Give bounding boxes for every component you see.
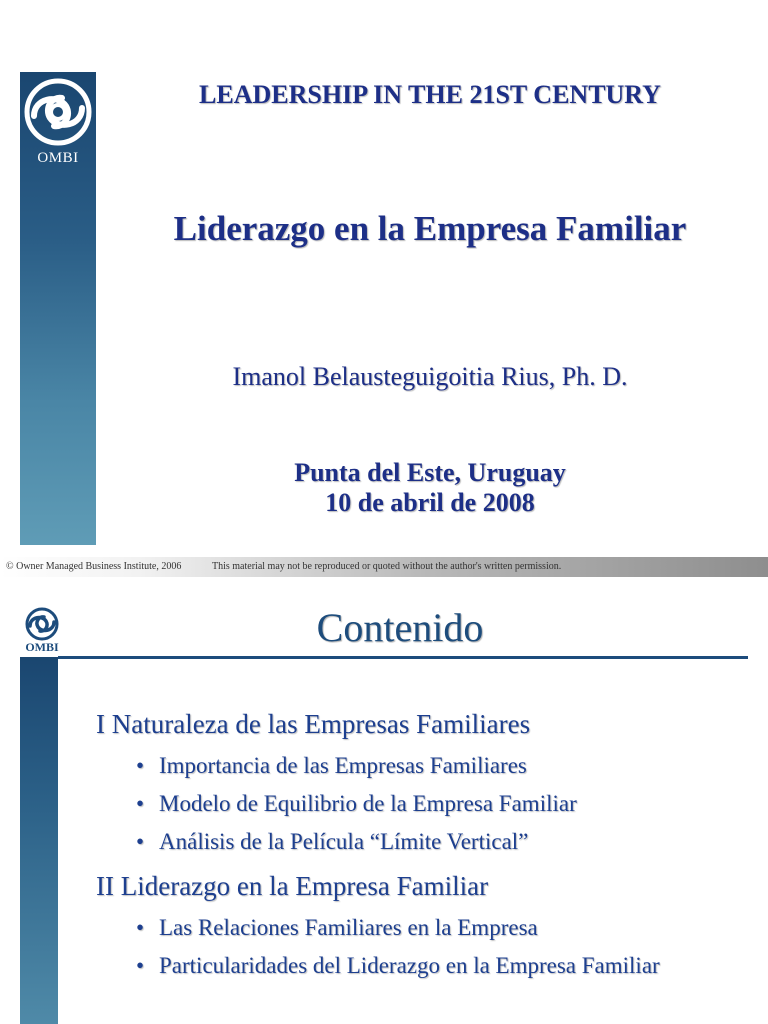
section-1 bbox=[96, 708, 696, 854]
list-item-text: Análisis de la Película “Límite Vertical” bbox=[159, 829, 529, 854]
event-location: Punta del Este, Uruguay bbox=[294, 458, 566, 487]
bullet-icon: • bbox=[136, 791, 145, 816]
section-2 bbox=[96, 870, 696, 978]
event-info bbox=[100, 458, 760, 518]
list-item bbox=[96, 915, 696, 940]
list-item bbox=[96, 753, 696, 778]
bullet-icon: • bbox=[136, 753, 145, 778]
slide-footer bbox=[0, 557, 768, 577]
copyright-notice: © Owner Managed Business Institute, 2006 bbox=[6, 561, 182, 572]
bullet-icon: • bbox=[136, 915, 145, 940]
author-name: Imanol Belausteguigoitia Rius, Ph. D. bbox=[232, 362, 628, 391]
contents-slide bbox=[0, 590, 768, 1024]
slide-sidebar bbox=[20, 657, 58, 1024]
title-divider bbox=[58, 656, 748, 659]
list-item bbox=[96, 953, 696, 978]
section-heading: I Naturaleza de las Empresas Familiares bbox=[96, 709, 531, 739]
event-date: 10 de abril de 2008 bbox=[325, 488, 535, 517]
list-item-text: Particularidades del Liderazgo en la Empresa Familiar bbox=[159, 953, 660, 978]
logo-text: OMBI bbox=[25, 640, 59, 654]
contents-list bbox=[96, 708, 696, 978]
bullet-icon: • bbox=[136, 953, 145, 978]
presentation-title: Liderazgo en la Empresa Familiar bbox=[173, 209, 687, 248]
ombi-logo-icon bbox=[22, 606, 62, 642]
ombi-logo-icon bbox=[20, 76, 96, 146]
logo-text: OMBI bbox=[37, 150, 79, 166]
permission-notice: This material may not be reproduced or quoted without the author's written permission. bbox=[212, 561, 562, 572]
list-item-text: Las Relaciones Familiares en la Empresa bbox=[159, 915, 538, 940]
list-item bbox=[96, 791, 696, 816]
section-heading: II Liderazgo en la Empresa Familiar bbox=[96, 871, 489, 901]
slide-header: LEADERSHIP IN THE 21ST CENTURY bbox=[199, 80, 661, 109]
bullet-icon: • bbox=[136, 829, 145, 854]
list-item-text: Importancia de las Empresas Familiares bbox=[159, 753, 527, 778]
list-item bbox=[96, 829, 696, 854]
list-item-text: Modelo de Equilibrio de la Empresa Familiar bbox=[159, 791, 577, 816]
slide-title: Contenido bbox=[316, 605, 484, 650]
slide-sidebar bbox=[20, 72, 96, 545]
